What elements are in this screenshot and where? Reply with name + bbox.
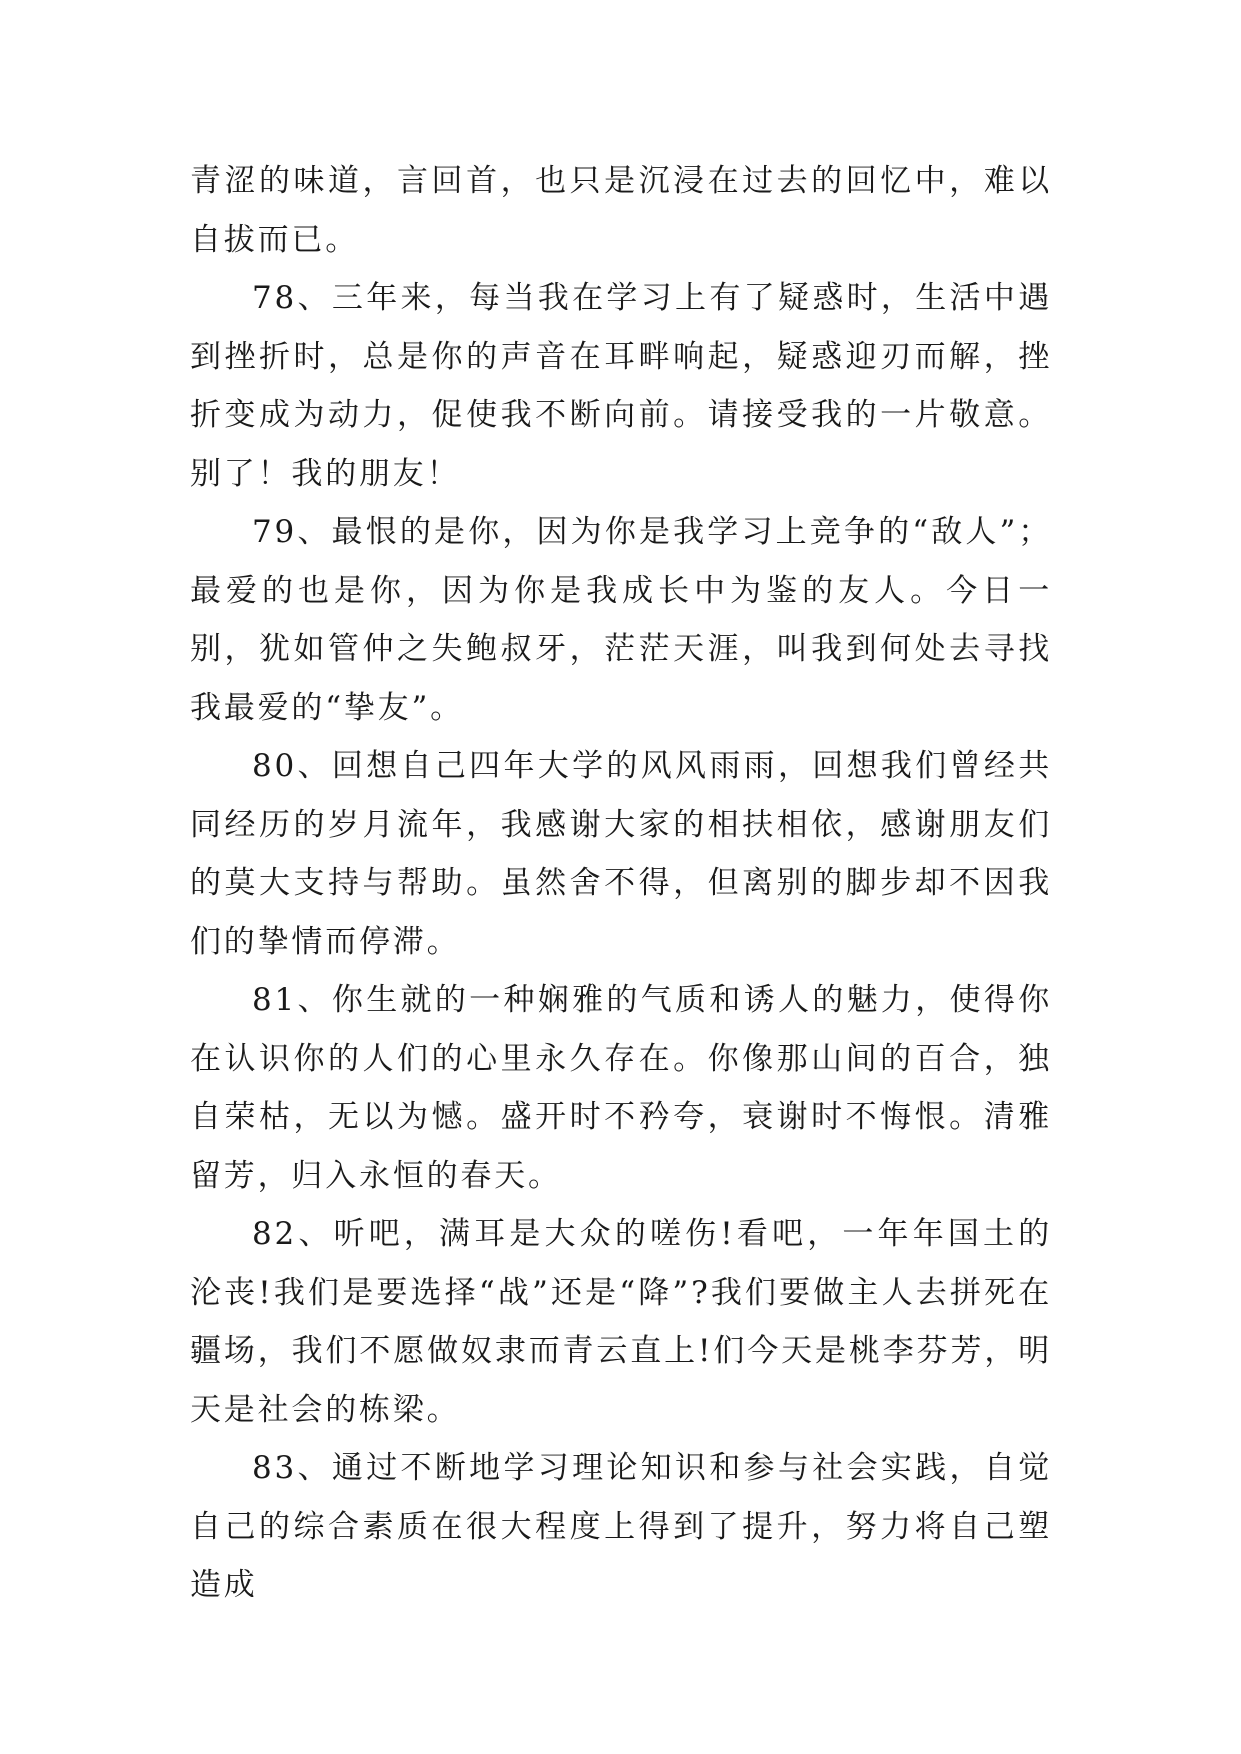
paragraph-continuation: 青涩的味道，言回首，也只是沉浸在过去的回忆中，难以自拔而已。 xyxy=(190,163,1052,258)
paragraph-83: 83、通过不断地学习理论知识和参与社会实践，自觉自己的综合素质在很大程度上得到了提升，努力将自己塑造成 xyxy=(190,1450,1052,1603)
paragraph-80: 80、回想自己四年大学的风风雨雨，回想我们曾经共同经历的岁月流年，我感谢大家的相扶相依，感谢朋友们的莫大支持与帮助。虽然舍不得，但离别的脚步却不因我们的挚情而停滞。 xyxy=(190,748,1052,960)
document-body xyxy=(190,152,1052,1615)
paragraph-78: 78、三年来，每当我在学习上有了疑惑时，生活中遇到挫折时，总是你的声音在耳畔响起，疑惑迎刃而解，挫折变成为动力，促使我不断向前。请接受我的一片敬意。别了！我的朋友！ xyxy=(190,280,1052,492)
paragraph-79: 79、最恨的是你，因为你是我学习上竞争的“敌人”；最爱的也是你，因为你是我成长中为鉴的友人。今日一别，犹如管仲之失鲍叔牙，茫茫天涯，叫我到何处去寻找我最爱的“挚友”。 xyxy=(190,514,1052,726)
paragraph-82: 82、听吧，满耳是大众的嗟伤!看吧，一年年国土的沦丧!我们是要选择“战”还是“降”?我们要做主人去拼死在疆场，我们不愿做奴隶而青云直上!们今天是桃李芬芳，明天是社会的栋梁。 xyxy=(190,1216,1052,1428)
paragraph-81: 81、你生就的一种娴雅的气质和诱人的魅力，使得你在认识你的人们的心里永久存在。你像那山间的百合，独自荣枯，无以为憾。盛开时不矜夸，衰谢时不悔恨。清雅留芳，归入永恒的春天。 xyxy=(190,982,1052,1194)
